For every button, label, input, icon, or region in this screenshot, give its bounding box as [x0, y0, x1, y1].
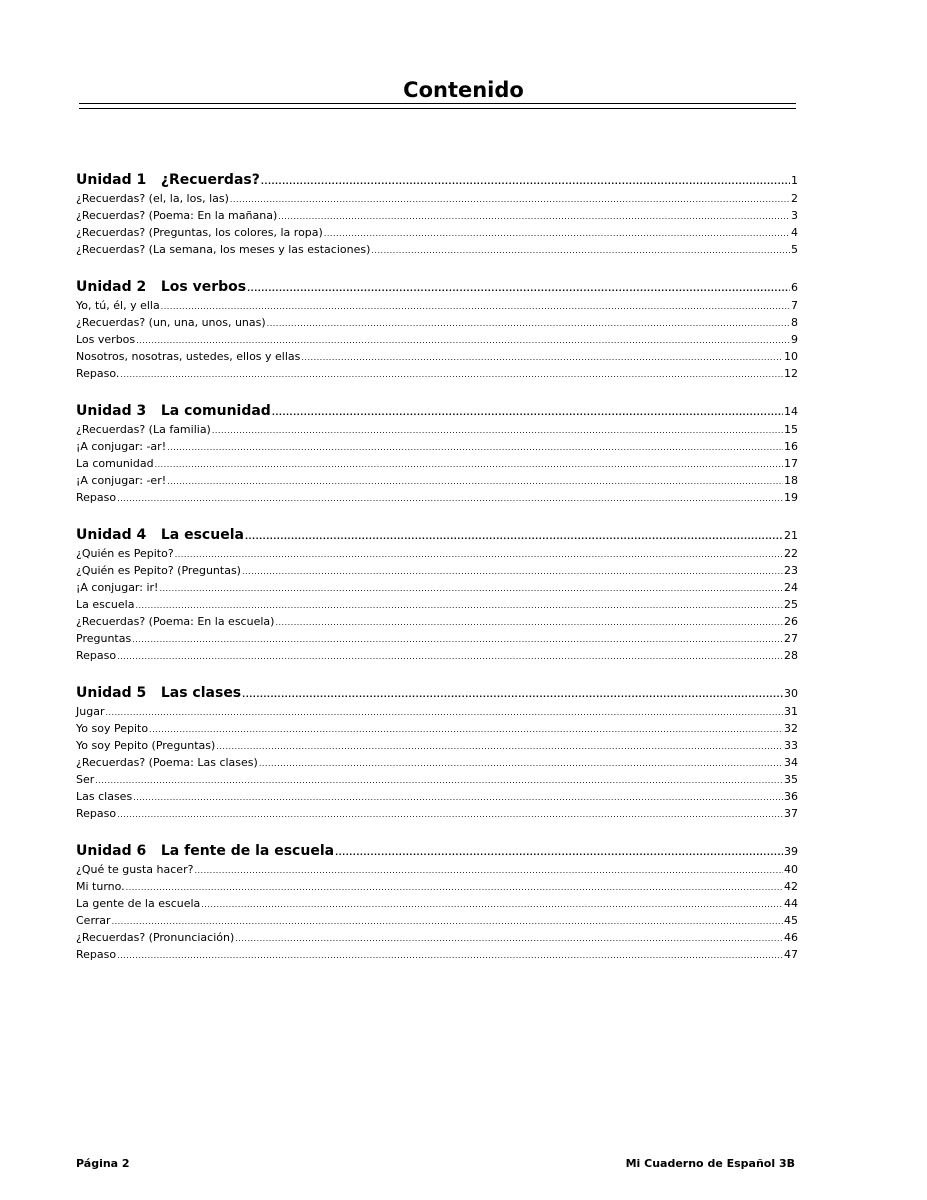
dot-leader	[216, 738, 783, 755]
toc-entry-page: 35	[784, 773, 798, 786]
dot-leader	[132, 631, 783, 648]
toc-entry	[76, 455, 798, 472]
toc-unit	[76, 401, 798, 506]
toc-entry-label: ¿Recuerdas? (La familia)	[76, 423, 211, 436]
dot-leader	[272, 403, 783, 423]
toc-entry-label: Cerrar	[76, 914, 111, 927]
toc-entry-page: 8	[791, 316, 798, 329]
dot-leader	[117, 490, 783, 507]
toc-entry	[76, 224, 798, 241]
toc-entry-label: ¿Recuerdas? (el, la, los, las)	[76, 192, 229, 205]
toc-unit-heading	[76, 525, 798, 545]
dot-leader	[105, 704, 783, 721]
dot-leader	[301, 349, 783, 366]
toc-entry-page: 46	[784, 931, 798, 944]
toc-entry-page: 42	[784, 880, 798, 893]
toc-entry-page: 26	[784, 615, 798, 628]
toc-entry-page: 2	[791, 192, 798, 205]
dot-leader	[371, 242, 790, 259]
toc-entry	[76, 805, 798, 822]
toc-unit-heading-label: Unidad 6 La fente de la escuela	[76, 843, 335, 859]
toc-entry-page: 31	[784, 705, 798, 718]
toc-entry-label: Repaso	[76, 807, 117, 820]
toc-entry	[76, 703, 798, 720]
toc-entry	[76, 190, 798, 207]
toc-entry-label: ¿Recuerdas? (Poema: En la escuela)	[76, 615, 275, 628]
toc-entry-page: 44	[784, 897, 798, 910]
dot-leader	[117, 806, 783, 823]
toc-unit-heading-label: Unidad 1 ¿Recuerdas?	[76, 172, 260, 188]
dot-leader	[242, 685, 783, 705]
dot-leader	[175, 546, 783, 563]
toc-entry	[76, 895, 798, 912]
toc-entry-page: 5	[791, 243, 798, 256]
toc-entry	[76, 241, 798, 258]
toc-unit	[76, 170, 798, 258]
toc-entry	[76, 720, 798, 737]
toc-entry-page: 23	[784, 564, 798, 577]
toc-entry-page: 17	[784, 457, 798, 470]
dot-leader	[275, 614, 783, 631]
toc-entry-label: Repaso.	[76, 367, 120, 380]
toc-entry-label: ¿Recuerdas? (Poema: Las clases)	[76, 756, 258, 769]
toc-entry-label: La comunidad	[76, 457, 154, 470]
toc-entry-label: ¡A conjugar: -ar!	[76, 440, 167, 453]
toc-entry-label: ¿Quién es Pepito? (Preguntas)	[76, 564, 241, 577]
toc-entry-page: 4	[791, 226, 798, 239]
toc-entry-label: Mi turno.	[76, 880, 125, 893]
toc-entry-label: Jugar	[76, 705, 105, 718]
toc-entry	[76, 579, 798, 596]
toc-entry-page: 12	[784, 367, 798, 380]
toc-entry	[76, 737, 798, 754]
toc-unit-heading-page: 6	[791, 281, 798, 294]
dot-leader	[245, 527, 783, 547]
toc-entry-label: Yo soy Pepito	[76, 722, 149, 735]
toc-entry	[76, 348, 798, 365]
toc-entry-label: ¿Qué te gusta hacer?	[76, 863, 194, 876]
dot-leader	[167, 473, 783, 490]
dot-leader	[112, 913, 783, 930]
toc-entry-page: 33	[784, 739, 798, 752]
toc-entry-label: Ser	[76, 773, 95, 786]
dot-leader	[335, 843, 783, 863]
toc-entry	[76, 207, 798, 224]
toc-entry-label: ¡A conjugar: -er!	[76, 474, 167, 487]
toc-entry	[76, 788, 798, 805]
toc-entry-page: 32	[784, 722, 798, 735]
toc-entry	[76, 489, 798, 506]
toc-entry-page: 47	[784, 948, 798, 961]
dot-leader	[201, 896, 783, 913]
toc-entry-page: 9	[791, 333, 798, 346]
toc-entry	[76, 647, 798, 664]
toc-entry-page: 45	[784, 914, 798, 927]
dot-leader	[120, 366, 783, 383]
toc-entry-label: Repaso	[76, 491, 117, 504]
toc-unit	[76, 277, 798, 382]
toc-unit-heading	[76, 841, 798, 861]
toc-entry-page: 3	[791, 209, 798, 222]
toc-entry	[76, 596, 798, 613]
toc-unit-heading	[76, 170, 798, 190]
toc-entry	[76, 878, 798, 895]
toc-entry-page: 36	[784, 790, 798, 803]
toc-entry	[76, 421, 798, 438]
footer-page-number: Página 2	[76, 1157, 130, 1170]
toc-entry	[76, 562, 798, 579]
toc-entry-page: 24	[784, 581, 798, 594]
toc-entry	[76, 365, 798, 382]
toc-entry-label: Los verbos	[76, 333, 136, 346]
toc-unit-heading-label: Unidad 4 La escuela	[76, 527, 244, 543]
dot-leader	[212, 422, 783, 439]
toc-entry	[76, 929, 798, 946]
toc-entry-label: Yo, tú, él, y ella	[76, 299, 160, 312]
toc-unit-heading-label: Unidad 2 Los verbos	[76, 279, 247, 295]
dot-leader	[159, 580, 783, 597]
toc-entry-page: 28	[784, 649, 798, 662]
dot-leader	[242, 563, 783, 580]
dot-leader	[161, 298, 790, 315]
toc-entry-page: 37	[784, 807, 798, 820]
dot-leader	[167, 439, 783, 456]
dot-leader	[194, 862, 783, 879]
toc-entry-page: 22	[784, 547, 798, 560]
toc-entry-label: Repaso	[76, 948, 117, 961]
toc-entry-label: Repaso	[76, 649, 117, 662]
toc-entry-page: 25	[784, 598, 798, 611]
table-of-contents	[76, 170, 798, 982]
toc-entry-label: ¿Recuerdas? (Pronunciación)	[76, 931, 235, 944]
toc-entry-label: Nosotros, nosotras, ustedes, ellos y ellas	[76, 350, 301, 363]
toc-entry	[76, 297, 798, 314]
toc-entry-page: 19	[784, 491, 798, 504]
toc-entry	[76, 754, 798, 771]
toc-entry-label: ¿Recuerdas? (Preguntas, los colores, la ropa)	[76, 226, 323, 239]
toc-entry-page: 18	[784, 474, 798, 487]
toc-entry	[76, 861, 798, 878]
toc-entry-label: ¿Recuerdas? (La semana, los meses y las estaciones)	[76, 243, 371, 256]
toc-entry	[76, 946, 798, 963]
toc-entry	[76, 613, 798, 630]
toc-unit	[76, 525, 798, 664]
toc-unit-heading-page: 21	[784, 529, 798, 542]
dot-leader	[135, 597, 783, 614]
toc-entry-page: 7	[791, 299, 798, 312]
toc-unit	[76, 841, 798, 963]
dot-leader	[117, 648, 783, 665]
toc-unit-heading-page: 1	[791, 174, 798, 187]
toc-entry	[76, 472, 798, 489]
dot-leader	[126, 879, 783, 896]
dot-leader	[261, 172, 790, 192]
toc-entry-label: Preguntas	[76, 632, 132, 645]
dot-leader	[259, 755, 783, 772]
toc-entry-page: 34	[784, 756, 798, 769]
toc-entry-label: ¿Quién es Pepito?	[76, 547, 174, 560]
title-rule-top	[79, 103, 796, 104]
toc-entry-label: Yo soy Pepito (Preguntas)	[76, 739, 216, 752]
title-rule-bottom	[79, 108, 796, 109]
toc-unit-heading-page: 39	[784, 845, 798, 858]
toc-entry-label: La gente de la escuela	[76, 897, 201, 910]
toc-unit-heading-label: Unidad 5 Las clases	[76, 685, 242, 701]
toc-entry	[76, 630, 798, 647]
dot-leader	[230, 191, 790, 208]
toc-entry-page: 10	[784, 350, 798, 363]
dot-leader	[117, 947, 783, 964]
toc-unit	[76, 683, 798, 822]
toc-entry	[76, 545, 798, 562]
toc-unit-heading	[76, 683, 798, 703]
toc-entry-page: 40	[784, 863, 798, 876]
toc-entry-label: ¿Recuerdas? (Poema: En la mañana)	[76, 209, 278, 222]
toc-entry-label: Las clases	[76, 790, 133, 803]
toc-unit-heading-page: 14	[784, 405, 798, 418]
toc-entry-label: La escuela	[76, 598, 135, 611]
dot-leader	[133, 789, 783, 806]
dot-leader	[155, 456, 783, 473]
toc-entry	[76, 912, 798, 929]
page-title: Contenido	[403, 78, 524, 102]
toc-unit-heading	[76, 277, 798, 297]
dot-leader	[324, 225, 790, 242]
toc-entry-label: ¿Recuerdas? (un, una, unos, unas)	[76, 316, 266, 329]
toc-unit-heading	[76, 401, 798, 421]
dot-leader	[136, 332, 790, 349]
dot-leader	[247, 279, 790, 299]
toc-entry	[76, 314, 798, 331]
toc-unit-heading-page: 30	[784, 687, 798, 700]
dot-leader	[278, 208, 790, 225]
footer-book-title: Mi Cuaderno de Español 3B	[625, 1157, 795, 1170]
toc-entry-label: ¡A conjugar: ir!	[76, 581, 159, 594]
toc-entry	[76, 331, 798, 348]
toc-entry-page: 15	[784, 423, 798, 436]
dot-leader	[149, 721, 783, 738]
dot-leader	[235, 930, 783, 947]
toc-entry-page: 16	[784, 440, 798, 453]
toc-entry-page: 27	[784, 632, 798, 645]
toc-unit-heading-label: Unidad 3 La comunidad	[76, 403, 271, 419]
dot-leader	[267, 315, 790, 332]
toc-entry	[76, 771, 798, 788]
toc-entry	[76, 438, 798, 455]
dot-leader	[95, 772, 783, 789]
